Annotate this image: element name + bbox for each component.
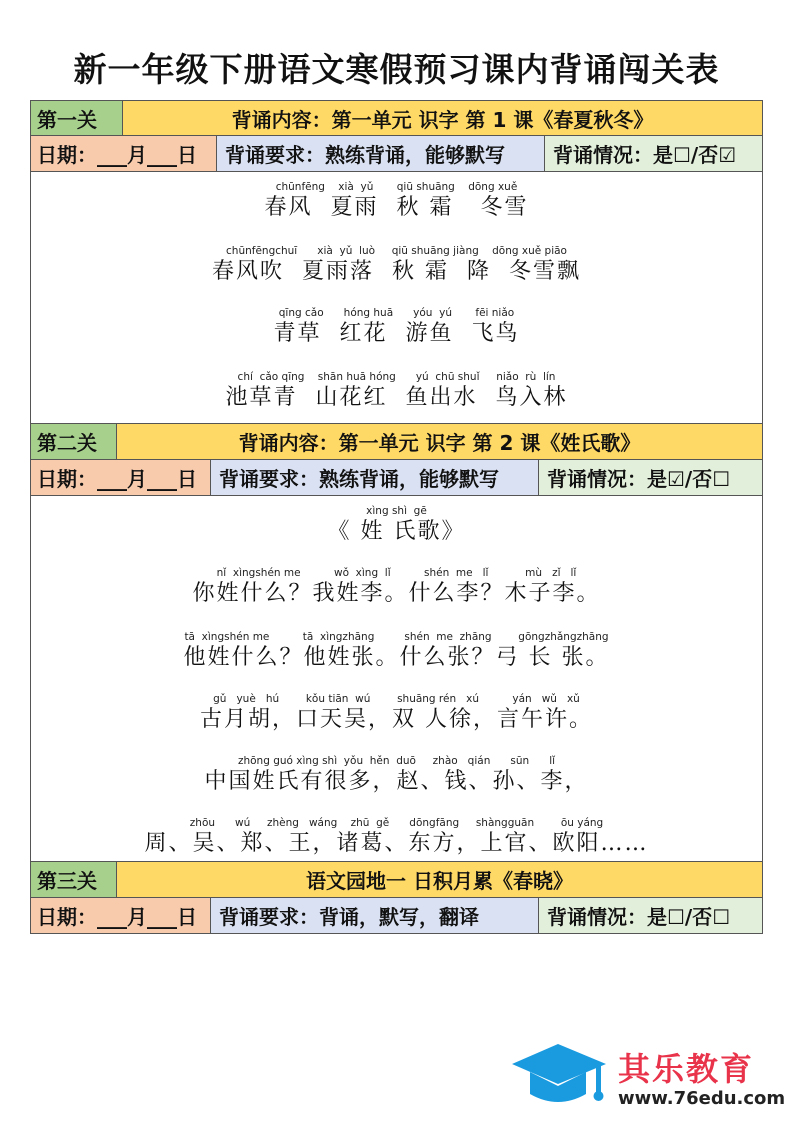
level-3-requirement: 背诵要求：背诵，默写，翻译	[211, 898, 539, 933]
page-title: 新一年级下册语文寒假预习课内背诵闯关表	[73, 50, 720, 89]
hanzi: 青草 红花 游鱼 飞鸟	[273, 321, 520, 346]
level-3-status[interactable]: 背诵情况：是☐/否☐	[539, 898, 762, 933]
hanzi: 你姓什么？我姓李。什么李？木子李。	[192, 581, 601, 606]
text-line	[31, 816, 762, 858]
hanzi: 周、吴、郑、王，诸葛、东方，上官、欧阳……	[144, 831, 649, 856]
hanzi: 古月胡，口天吴，双 人徐，言午许。	[200, 707, 593, 732]
pinyin: tā xìngshén me tā xìngzhāng shén me zhāng gōngzhǎngzhāng	[184, 631, 609, 643]
text-line	[31, 504, 762, 546]
pinyin: gǔ yuè hú kǒu tiān wú shuāng rén xú yán wǔ xǔ	[213, 693, 580, 705]
level-3-info	[30, 898, 763, 934]
pinyin: zhōng guó xìng shì yǒu hěn duō zhào qián sūn lǐ	[237, 755, 556, 767]
level-1-text	[30, 172, 763, 424]
level-2-status[interactable]: 背诵情况：是☑/否☐	[539, 460, 762, 495]
hanzi: 《 姓 氏歌》	[327, 519, 466, 544]
level-2-info	[30, 460, 763, 496]
text-line	[31, 180, 762, 222]
hanzi: 中国姓氏有很多，赵、钱、孙、李，	[204, 769, 589, 794]
hanzi: 他姓什么？他姓张。什么张？弓 长 张。	[183, 645, 610, 670]
pinyin: chūnfēng xià yǔ qiū shuāng dōng xuě	[275, 181, 518, 193]
level-2-date[interactable]: 日期：___月___日	[31, 460, 211, 495]
level-1-requirement: 背诵要求：熟练背诵，能够默写	[217, 136, 545, 171]
level-1-status[interactable]: 背诵情况：是☐/否☑	[545, 136, 762, 171]
recitation-table	[30, 100, 763, 934]
text-line	[31, 566, 762, 608]
pinyin: chí cǎo qīng shān huā hóng yú chū shuǐ niǎo rù lín	[237, 371, 556, 383]
level-1-info	[30, 136, 763, 172]
level-1-date[interactable]: 日期：___月___日	[31, 136, 217, 171]
level-1-content: 背诵内容：第一单元 识字 第 1 课《春夏秋冬》	[123, 101, 762, 135]
level-2-name: 第二关	[31, 424, 117, 459]
text-line	[31, 692, 762, 734]
text-line	[31, 754, 762, 796]
pinyin: nǐ xìngshén me wǒ xìng lǐ shén me lǐ mù zǐ lǐ	[216, 567, 577, 579]
level-2-header	[30, 424, 763, 460]
level-3-header	[30, 862, 763, 898]
brand-url[interactable]: www.76edu.com	[618, 1088, 786, 1109]
level-2-content: 背诵内容：第一单元 识字 第 2 课《姓氏歌》	[117, 424, 762, 459]
hanzi: 春风 夏雨 秋 霜 冬雪	[264, 195, 529, 220]
level-3-content: 语文园地一 日积月累《春晓》	[117, 862, 762, 897]
hanzi: 池草青 山花红 鱼出水 鸟入林	[225, 385, 568, 410]
brand-name: 其乐教育	[618, 1050, 755, 1088]
text-line	[31, 630, 762, 672]
text-line	[31, 370, 762, 412]
pinyin: xìng shì gē	[366, 505, 427, 517]
hanzi: 春风吹 夏雨落 秋 霜 降 冬雪飘	[212, 259, 581, 284]
pinyin: qīng cǎo hóng huā yóu yú fēi niǎo	[278, 307, 515, 319]
level-2-requirement: 背诵要求：熟练背诵，能够默写	[211, 460, 539, 495]
text-line	[31, 244, 762, 286]
text-line	[31, 306, 762, 348]
level-3-date[interactable]: 日期：___月___日	[31, 898, 211, 933]
level-3-name: 第三关	[31, 862, 117, 897]
level-2-text	[30, 496, 763, 862]
level-1-name: 第一关	[31, 101, 123, 135]
brand-logo	[510, 1038, 786, 1118]
level-1-header	[30, 100, 763, 136]
graduation-cap-icon	[510, 1038, 610, 1118]
pinyin: chūnfēngchuī xià yǔ luò qiū shuāng jiàng dōng xuě piāo	[226, 245, 567, 257]
pinyin: zhōu wú zhèng wáng zhū gě dōngfāng shàngguān ōu yáng	[189, 817, 604, 829]
